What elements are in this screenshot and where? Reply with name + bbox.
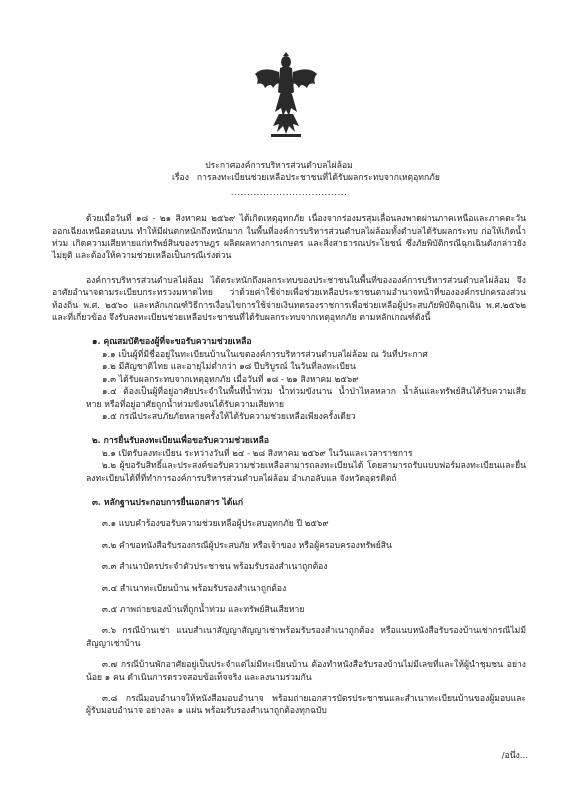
garuda-emblem-icon <box>253 52 319 138</box>
announcement-issuer: ประกาศองค์การบริหารส่วนตำบลไผ่ล้อม <box>205 161 353 171</box>
section-1-title: ๑. คุณสมบัติของผู้ที่จะขอรับความช่วยเหลือ <box>92 337 252 348</box>
intro-paragraph-2: องค์การบริหารส่วนตำบลไผ่ล้อม ได้ตระหนักถึงผลกระทบของประชาชนในพื้นที่ขององค์การบริหารส่วนตำบลไผ่ล้อม จึงอาศัยอำนาจตามระเบียบกระทรวงมหาดไทย ว่าด้วยค่าใช้จ่ายเพื่อช่วยเหลือประชาชนตามอำนาจหน้าที่ขององค์กรปกครองส่วนท้องถิ่น พ.ศ. ๒๕๖๐ และหลักเกณฑ์วิธีการเงื่อนไขการใช้จ่ายเงินทดรองราชการเพื่อช่วยเหลือผู้ประสบภัยพิบัติฉุกเฉิน พ.ศ.๒๕๖๒ และที่เกี่ยวข้อง จึงรับลงทะเบียนช่วยเหลือประชาชนที่ได้รับผลกระทบจากเหตุอุทกภัย ตามหลักเกณฑ์ดังนี้ <box>52 275 526 324</box>
section-3-title: ๓. หลักฐานประกอบการยื่นเอกสาร ได้แก่ <box>92 497 244 508</box>
intro-paragraph-1: ด้วยเมื่อวันที่ ๑๘ - ๒๑ สิงหาคม ๒๕๖๙ ได้เกิดเหตุอุทกภัย เนื่องจากร่องมรสุมเลื่อนลงพาดผ่านภาคเหนือและภาคตะวันออกเฉียงเหนือตอนบน ทำให้มีฝนตกหนักถึงหนักมาก ในพื้นที่องค์การบริหารส่วนตำบลไผ่ล้อมทั้งตำบลได้รับผลกระทบ ก่อให้เกิดน้ำท่วม เกิดความเสียหายแก่ทรัพย์สินของราษฎร ผลิตผลทางการเกษตร และสิ่งสาธารณประโยชน์ ซึ่งภัยพิบัติกรณีฉุกเฉินดังกล่าวยังไม่ยุติ และต้องให้ความช่วยเหลือเป็นกรณีเร่งด่วน <box>52 214 526 262</box>
announcement-subject <box>172 172 526 184</box>
section-3-item-3: ๓.๓ สำเนาบัตรประจำตัวประชาชน พร้อมรับรองสำเนาถูกต้อง <box>102 562 328 573</box>
section-3-item-5: ๓.๕ ภาพถ่ายของบ้านที่ถูกน้ำท่วม และทรัพย์สินเสียหาย <box>102 604 305 615</box>
section-3-item-8: ๓.๘ กรณีมอบอำนาจให้หนังสือมอบอำนาจ พร้อมถ่ายเอกสารบัตรประชาชนและสำเนาทะเบียนบ้านของผู้มอบและผู้รับมอบอำนาจ อย่างละ ๑ แผ่น พร้อมรับรองสำเนาถูกต้องทุกฉบับ <box>86 694 526 717</box>
subject-label: เรื่อง <box>172 173 189 184</box>
header-separator: .................................... <box>230 187 348 198</box>
section-1-item-1: ๑.๑ เป็นผู้ที่มีชื่ออยู่ในทะเบียนบ้านในเขตองค์การบริหารส่วนตำบลไผ่ล้อม ณ วันที่ประกาศ <box>102 349 428 360</box>
section-2-item-2: ๒.๒ ผู้ขอรับสิทธิ์และประสงค์ขอรับความช่วยเหลือสามารถลงทะเบียนได้ โดยสามารถรับแบบฟอร์มลงทะเบียนและยื่นลงทะเบียนได้ที่ที่ทำการองค์การบริหารส่วนตำบลไผ่ล้อม อำเภอลับแล จังหวัดอุตรดิตถ์ <box>86 461 526 484</box>
section-3-item-1: ๓.๑ แบบคำร้องขอรับความช่วยเหลือผู้ประสบอุทกภัย ปี ๒๕๖๙ <box>102 519 329 530</box>
section-1-item-4: ๑.๔ ต้องเป็นผู้ที่อยู่อาศัยประจำในพื้นที่น้ำท่วม น้ำท่วมขังนาน น้ำป่าไหลหลาก น้ำล้นและทรัพย์สินได้รับความเสียหาย หรือที่อยู่อาศัยถูกน้ำท่วมขังจนได้รับความเสียหาย <box>86 387 526 410</box>
section-2-title: ๒. การยื่นรับลงทะเบียนเพื่อขอรับความช่วยเหลือ <box>92 436 269 447</box>
section-3-item-4: ๓.๔ สำเนาทะเบียนบ้าน พร้อมรับรองสำเนาถูกต้อง <box>102 583 287 594</box>
section-3-item-6: ๓.๖ กรณีบ้านเช่า แนบสำเนาสัญญาสัญญาเช่าพร้อมรับรองสำเนาถูกต้อง หรือแนบหนังสือรับรองบ้านเช่ากรณีไม่มีสัญญาเช่าบ้าน <box>86 626 526 649</box>
section-2-item-1: ๒.๑ เปิดรับลงทะเบียน ระหว่างวันที่ ๒๔ - ๒๘ สิงหาคม ๒๕๖๙ ในวันและเวลาราชการ <box>102 448 413 459</box>
section-1-item-2: ๑.๒ มีสัญชาติไทย และอายุไม่ต่ำกว่า ๑๘ ปีบริบูรณ์ ในวันที่ลงทะเบียน <box>102 362 356 373</box>
continued-marker: /อนึ่ง... <box>501 751 528 761</box>
subject-text: การลงทะเบียนช่วยเหลือประชาชนที่ได้รับผลกระทบจากเหตุอุทกภัย <box>196 173 440 184</box>
announcement-header <box>52 160 526 185</box>
section-3-item-7: ๓.๗ กรณีบ้านพักอาศัยอยู่เป็นประจำแต่ไม่มีทะเบียนบ้าน ต้องทำหนังสือรับรองบ้านไม่มีเลขที่และให้ผู้นำชุมชน อย่างน้อย ๑ คน ดำเนินการตรวจสอบข้อเท็จจริง และลงนามร่วมกัน <box>86 660 526 683</box>
section-3-item-2: ๓.๒ คำขอหนังสือรับรองกรณีผู้ประสบภัย หรือเจ้าของ หรือผู้ครอบครองทรัพย์สิน <box>102 540 392 551</box>
section-1-item-5: ๑.๕ กรณีประสบภัยภัยหลายครั้งให้ได้รับความช่วยเหลือเพียงครั้งเดียว <box>102 411 356 422</box>
section-1-item-3: ๑.๓ ได้รับผลกระทบจากเหตุอุทกภัย เมื่อวันที่ ๑๘ - ๒๑ สิงหาคม ๒๕๖๙ <box>102 374 359 385</box>
